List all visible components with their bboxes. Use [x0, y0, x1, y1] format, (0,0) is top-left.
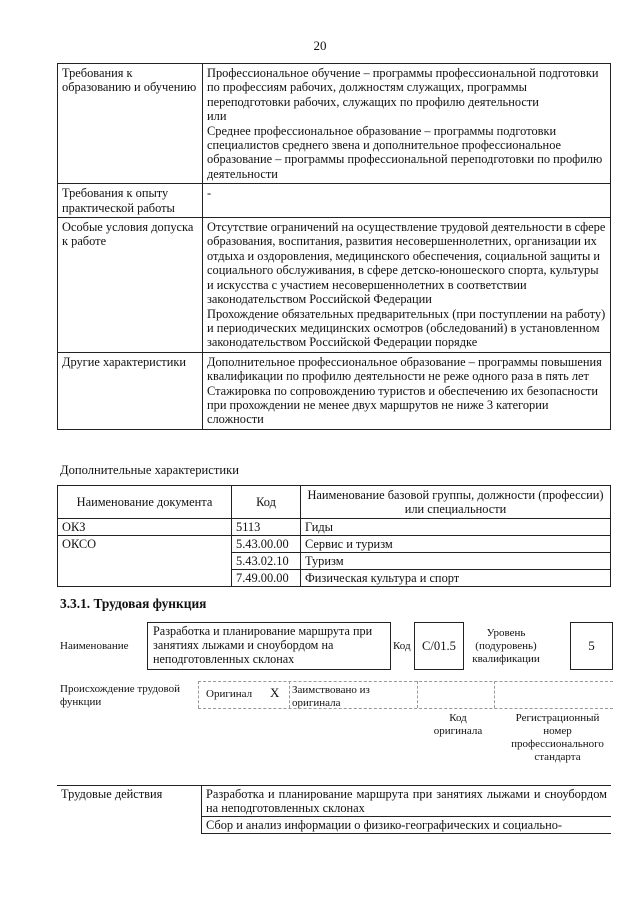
row-value: [203, 352, 611, 429]
divider: [417, 681, 418, 708]
additional-table: [57, 485, 611, 587]
name-label: Наименование: [60, 640, 129, 652]
table-row: [57, 786, 611, 817]
divider: [198, 708, 613, 709]
origin-label: Происхождение трудовой функции: [60, 683, 181, 708]
text-line: Профессиональное обучение – программы профессиональной подготовки по профессиям рабочих, должностям служащих, программы переподготовки рабочих, служащих по профилю деятельности: [207, 66, 599, 109]
row-label: Особые условия допуска к работе: [58, 218, 203, 353]
level-box: 5: [570, 622, 613, 670]
table-header-row: [58, 486, 611, 519]
level-label: Уровень (подуровень) квалификации: [472, 627, 540, 665]
row-value: [203, 64, 611, 184]
text-line: Среднее профессиональное образование – программы подготовки специалистов среднего звена и дополнительное профессиональное образование – программы профессиональной переподготовки по профилю деятельности: [207, 123, 603, 181]
page-number: 20: [313, 38, 327, 53]
original-label: Оригинал: [206, 688, 253, 700]
row-label: Требования к опыту практической работы: [58, 184, 203, 218]
cell-code: 7.49.00.00: [232, 570, 301, 587]
header-code: Код: [232, 486, 301, 519]
row-label: Требования к образованию и обучению: [58, 64, 203, 184]
cell-code: 5113: [232, 519, 301, 536]
table-row: [58, 536, 611, 553]
row-value: [203, 184, 611, 218]
code-label: Код: [393, 640, 411, 652]
actions-label: Трудовые действия: [57, 786, 202, 834]
action-item: [202, 817, 612, 834]
cell-code: 5.43.02.10: [232, 553, 301, 570]
text-line: Прохождение обязательных предварительных (при поступлении на работу) и периодических медицинских осмотров (обследований) в установленном законодательством Российской Федерации порядке: [207, 306, 606, 350]
text-line: Дополнительное профессиональное образование – программы повышения квалификации по профилю деятельности не реже одного раза в пять лет: [207, 354, 602, 384]
table-row: [58, 184, 611, 218]
requirements-table: [57, 63, 611, 430]
borrowed-label: Заимствовано из оригинала: [292, 684, 370, 709]
cell-name: Физическая культура и спорт: [301, 570, 611, 587]
divider: [198, 681, 613, 682]
function-name-box: Разработка и планирование маршрута при занятиях лыжами и сноубордом на неподготовленных склонах: [147, 622, 391, 670]
divider: [494, 681, 495, 708]
text-line: или: [207, 109, 227, 124]
cell-doc: ОКСО: [58, 536, 232, 587]
cell-name: Туризм: [301, 553, 611, 570]
section-title: 3.3.1. Трудовая функция: [60, 596, 207, 611]
table-row: [58, 64, 611, 184]
action-item: Разработка и планирование маршрута при занятиях лыжами и сноубордом на неподготовленных склонах: [202, 786, 612, 817]
divider: [289, 681, 290, 708]
cell-doc: ОКЗ: [58, 519, 232, 536]
header-doc: Наименование документа: [58, 486, 232, 519]
actions-table: [57, 785, 611, 834]
cell-name: Гиды: [301, 519, 611, 536]
reg-number-label: Регистрационный номер профессионального стандарта: [511, 712, 604, 763]
row-value: [203, 218, 611, 353]
divider: [198, 681, 199, 708]
table-row: [58, 218, 611, 353]
table-row: [58, 519, 611, 536]
text-line: -: [207, 186, 212, 201]
cell-name: Сервис и туризм: [301, 536, 611, 553]
original-mark: X: [270, 685, 280, 700]
additional-title: Дополнительные характеристики: [60, 463, 239, 477]
code-original-label: Код оригинала: [433, 712, 483, 737]
row-label: Другие характеристики: [58, 352, 203, 429]
header-name: Наименование базовой группы, должности (профессии) или специальности: [301, 486, 611, 519]
cell-code: 5.43.00.00: [232, 536, 301, 553]
text-line: Отсутствие ограничений на осуществление трудовой деятельности в сфере образования, воспитания, развития несовершеннолетних, организации их отдыха и оздоровления, медицинского обеспечения, социальной защиты и социального обслуживания, в сфере детско-юношеского спорта, культуры и искусства с участием несовершеннолетних в соответствии законодательством Российской Федерации: [207, 220, 606, 307]
table-row: [58, 352, 611, 429]
action-text: Сбор и анализ информации о физико-географических и социально-: [206, 818, 563, 833]
code-box: C/01.5: [414, 622, 464, 670]
text-line: Стажировка по сопровождению туристов и обеспечению их безопасности при прохождении не менее двух маршрутов не ниже 3 категории сложности: [207, 383, 599, 427]
